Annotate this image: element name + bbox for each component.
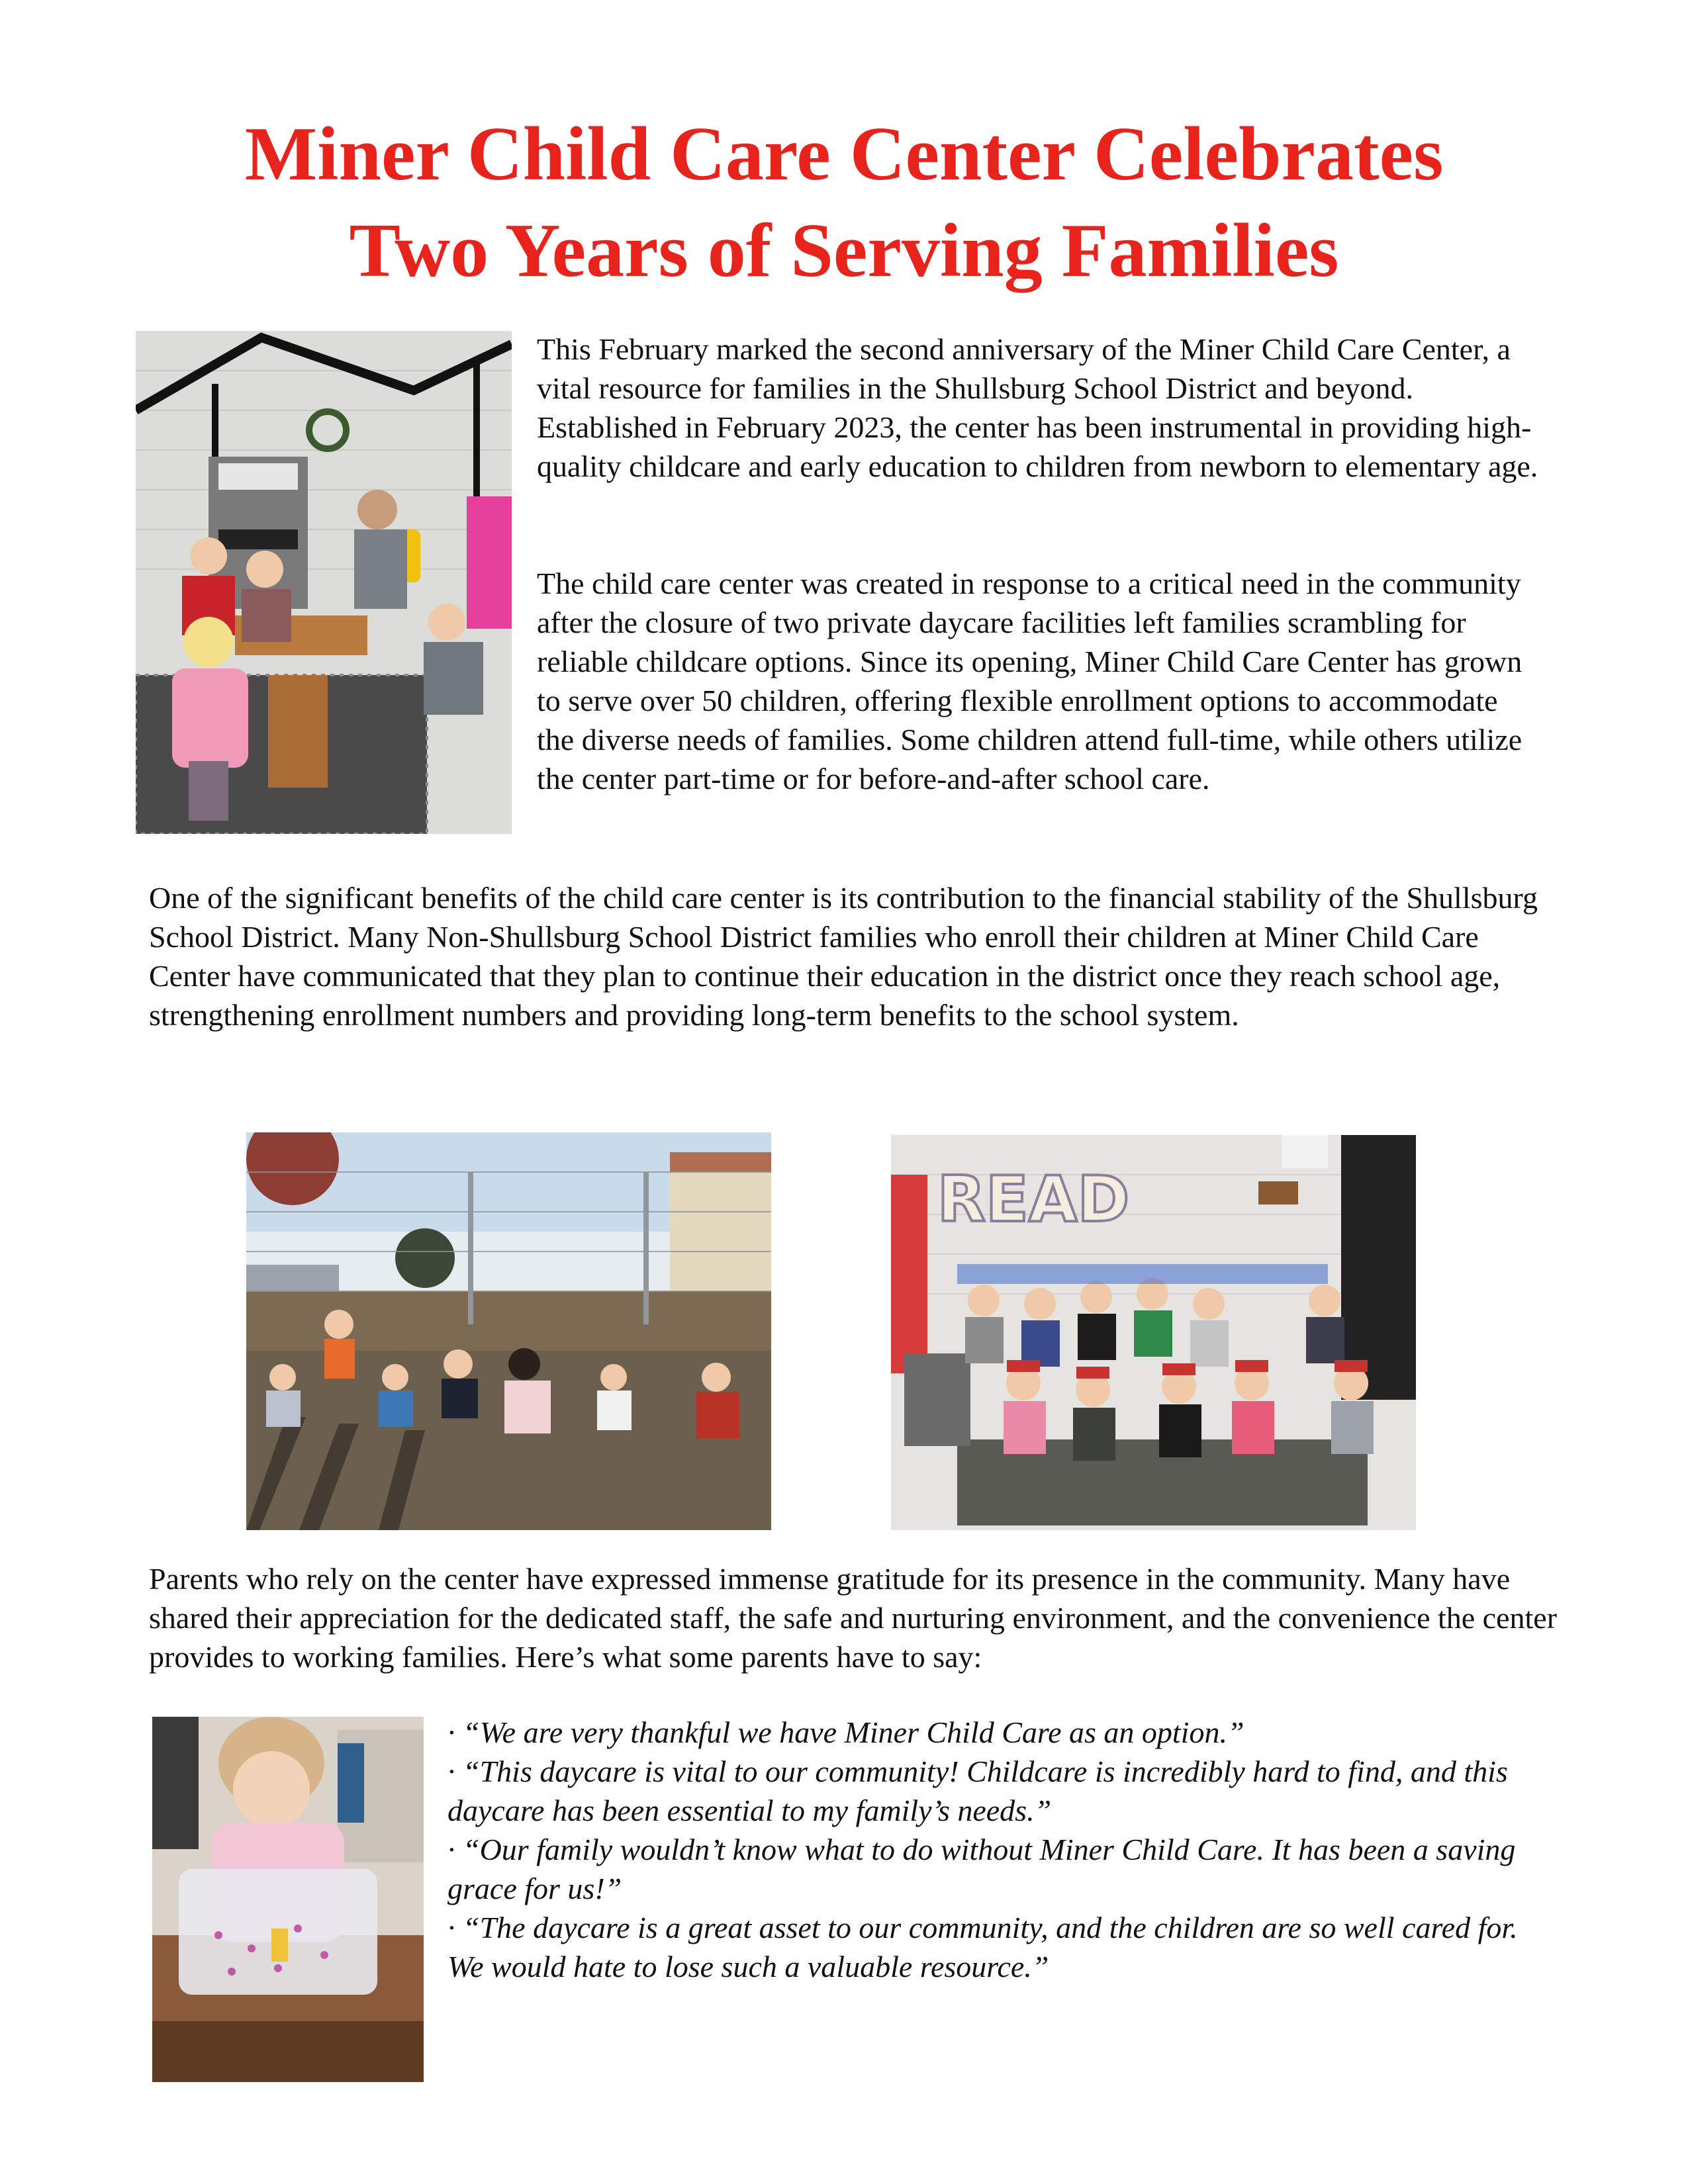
playroom-photo xyxy=(136,331,512,834)
outdoor-group-photo xyxy=(246,1132,771,1530)
title-line-2: Two Years of Serving Families xyxy=(349,208,1339,293)
quote-item: · “Our family wouldn’t know what to do without Miner Child Care. It has been a saving grace for us!” xyxy=(447,1833,1516,1905)
sensory-bin-photo xyxy=(152,1717,424,2082)
quote-item: · “The daycare is a great asset to our community, and the children are so well cared for. We would hate to lose such a valuable resource.” xyxy=(447,1911,1518,1983)
quote-item: · “This daycare is vital to our community! Childcare is incredibly hard to find, and this daycare has been essential to my family’s needs.” xyxy=(447,1754,1508,1827)
quote-item: · “We are very thankful we have Miner Child Care as an option.” xyxy=(447,1715,1244,1749)
paragraph-gratitude: Parents who rely on the center have expressed immense gratitude for its presence in the community. Many have shared their appreciation for the dedicated staff, the safe and nurturing environment, and the convenience the center provides to working families. Here’s what some parents have to say: xyxy=(149,1562,1558,1674)
read-sign: READ xyxy=(937,1163,1130,1236)
article-title xyxy=(0,106,1688,299)
parent-quotes xyxy=(447,1713,1540,1986)
classroom-read-photo xyxy=(891,1135,1416,1530)
title-line-1: Miner Child Care Center Celebrates xyxy=(244,112,1444,197)
paragraph-anniversary: This February marked the second anniversary of the Miner Child Care Center, a vital resource for families in the Shullsburg School District and beyond. Established in February 2023, the center has been instrumental in providing high-quality childcare and early education to children from newborn to elementary age. xyxy=(537,332,1538,483)
paragraph-history: The child care center was created in response to a critical need in the community after the closure of two private daycare facilities left families scrambling for reliable childcare options. Since its opening, Miner Child Care Center has grown to serve over 50 children, offering flexible enrollment options to accommodate the diverse needs of families. Some children attend full-time, while others utilize the center part-time or for before-and-after school care. xyxy=(537,567,1523,796)
paragraph-benefits: One of the significant benefits of the child care center is its contribution to the financial stability of the Shullsburg School District. Many Non-Shullsburg School District families who enroll their children at Miner Child Care Center have communicated that they plan to continue their education in the district once they reach school age, strengthening enrollment numbers and providing long-term benefits to the school system. xyxy=(149,881,1538,1032)
